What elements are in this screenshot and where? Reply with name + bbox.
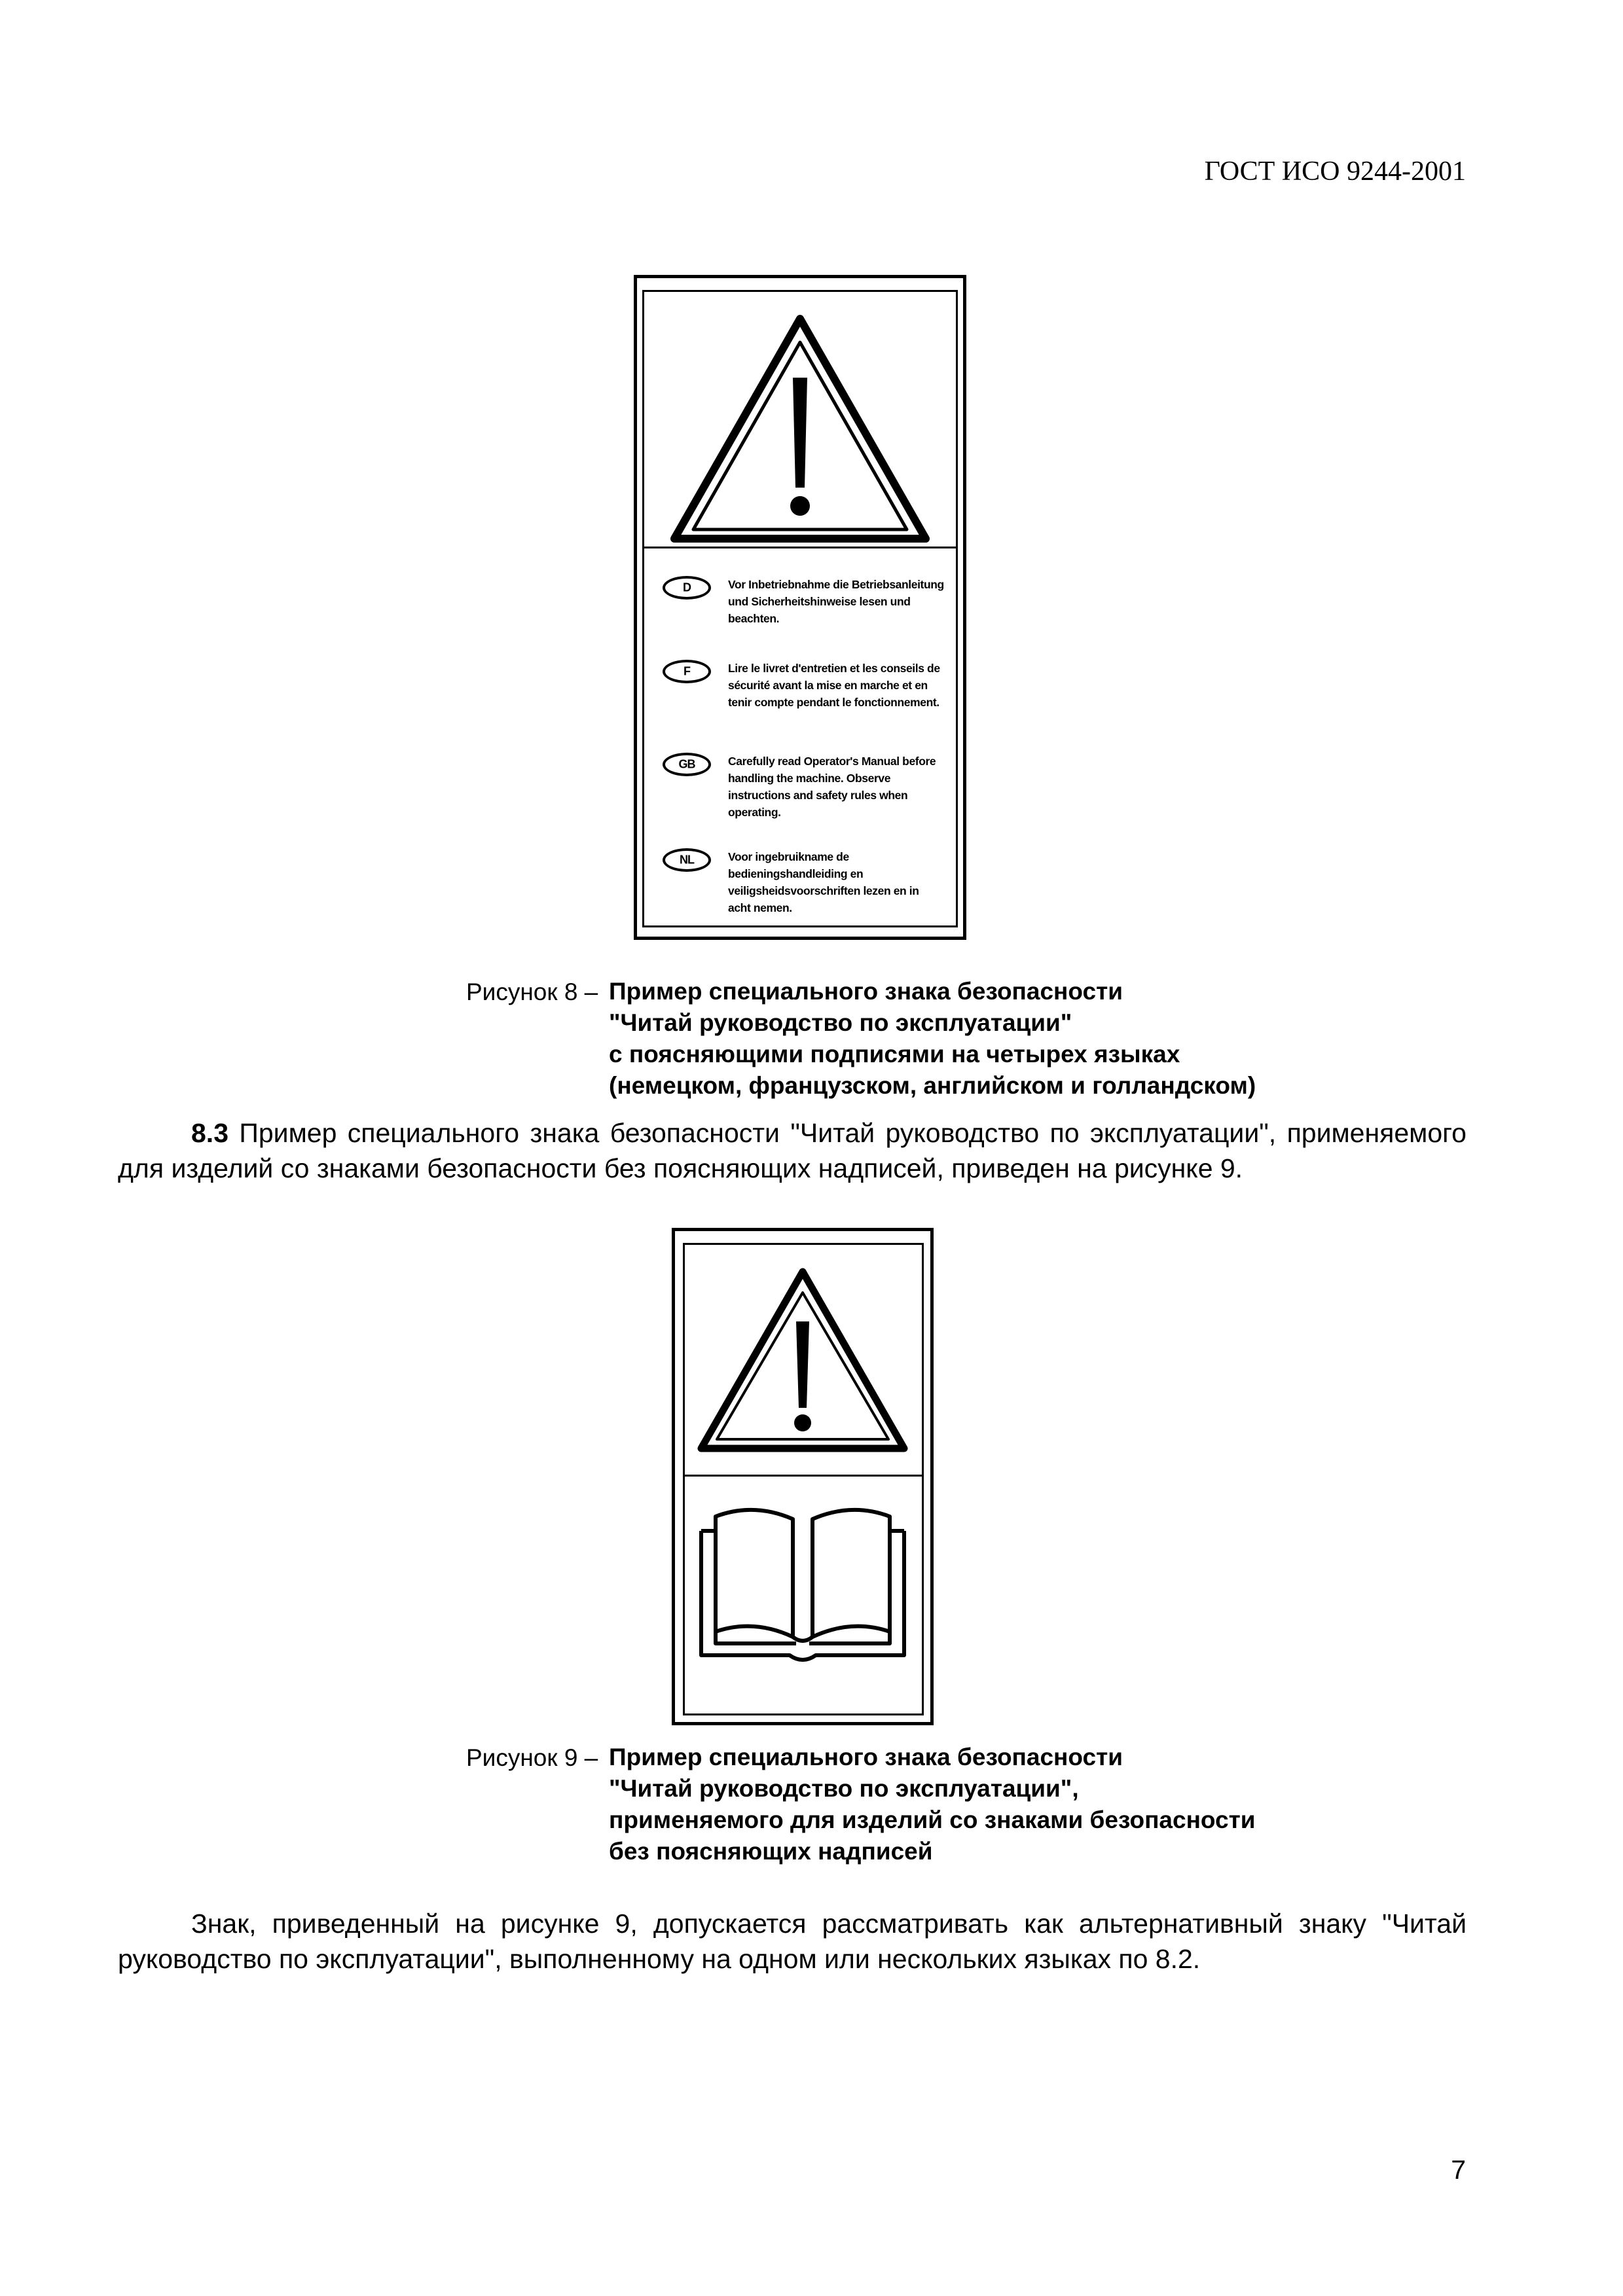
book-icon: [675, 1480, 930, 1702]
warning-triangle-icon: [675, 1231, 930, 1475]
document-header: ГОСТ ИСО 9244-2001: [1204, 156, 1466, 187]
closing-paragraph: Знак, приведенный на рисунке 9, допускается рассматривать как альтернативный знаку "Читай руководство по эксплуатации", выполненному на одном или нескольких языках по 8.2.: [118, 1909, 1467, 1974]
lang-text-de: Vor Inbetriebnahme die Betriebsanleitung und Sicherheitshinweise lesen und beachten.: [728, 578, 944, 625]
lang-badge-de: D: [663, 576, 711, 600]
lang-badge-fr: F: [663, 660, 711, 683]
warning-triangle-icon: [637, 278, 963, 547]
lang-text-nl: Voor ingebruikname de bedieningshandleiding en veiligsheidsvoorschriften lezen en in acht nemen.: [728, 850, 919, 914]
sign-divider: [683, 1475, 924, 1477]
page-number: 7: [1451, 2155, 1466, 2185]
section-text: Пример специального знака безопасности "Читай руководство по эксплуатации", применяемого для изделий со знаками безопасности без поясняющих надписей, приведен на рисунке 9.: [118, 1118, 1467, 1183]
lang-badge-gb: GB: [663, 753, 711, 776]
figure-9-caption-label: Рисунок 9 –: [466, 1744, 598, 1771]
figure-9-caption-title: Пример специального знака безопасности "Читай руководство по эксплуатации", применяемого для изделий со знаками безопасности без поясняющих надписей: [609, 1744, 1256, 1865]
lang-text-gb: Carefully read Operator's Manual before handling the machine. Observe instructions and safety rules when operating.: [728, 755, 936, 819]
lang-text-fr: Lire le livret d'entretien et les conseils de sécurité avant la mise en marche et en tenir compte pendant le fonctionnement.: [728, 662, 940, 709]
section-8-3-paragraph: [118, 1115, 1467, 1186]
lang-badge-nl: NL: [663, 848, 711, 872]
section-number: 8.3: [191, 1118, 228, 1148]
sign-divider: [642, 547, 958, 548]
figure-8-caption-title: Пример специального знака безопасности "Читай руководство по эксплуатации" с поясняющими подписями на четырех языках (немецком, французском, английском и голландском): [609, 978, 1256, 1099]
figure-9-sign: [672, 1228, 934, 1725]
figure-8-caption-label: Рисунок 8 –: [466, 978, 598, 1005]
